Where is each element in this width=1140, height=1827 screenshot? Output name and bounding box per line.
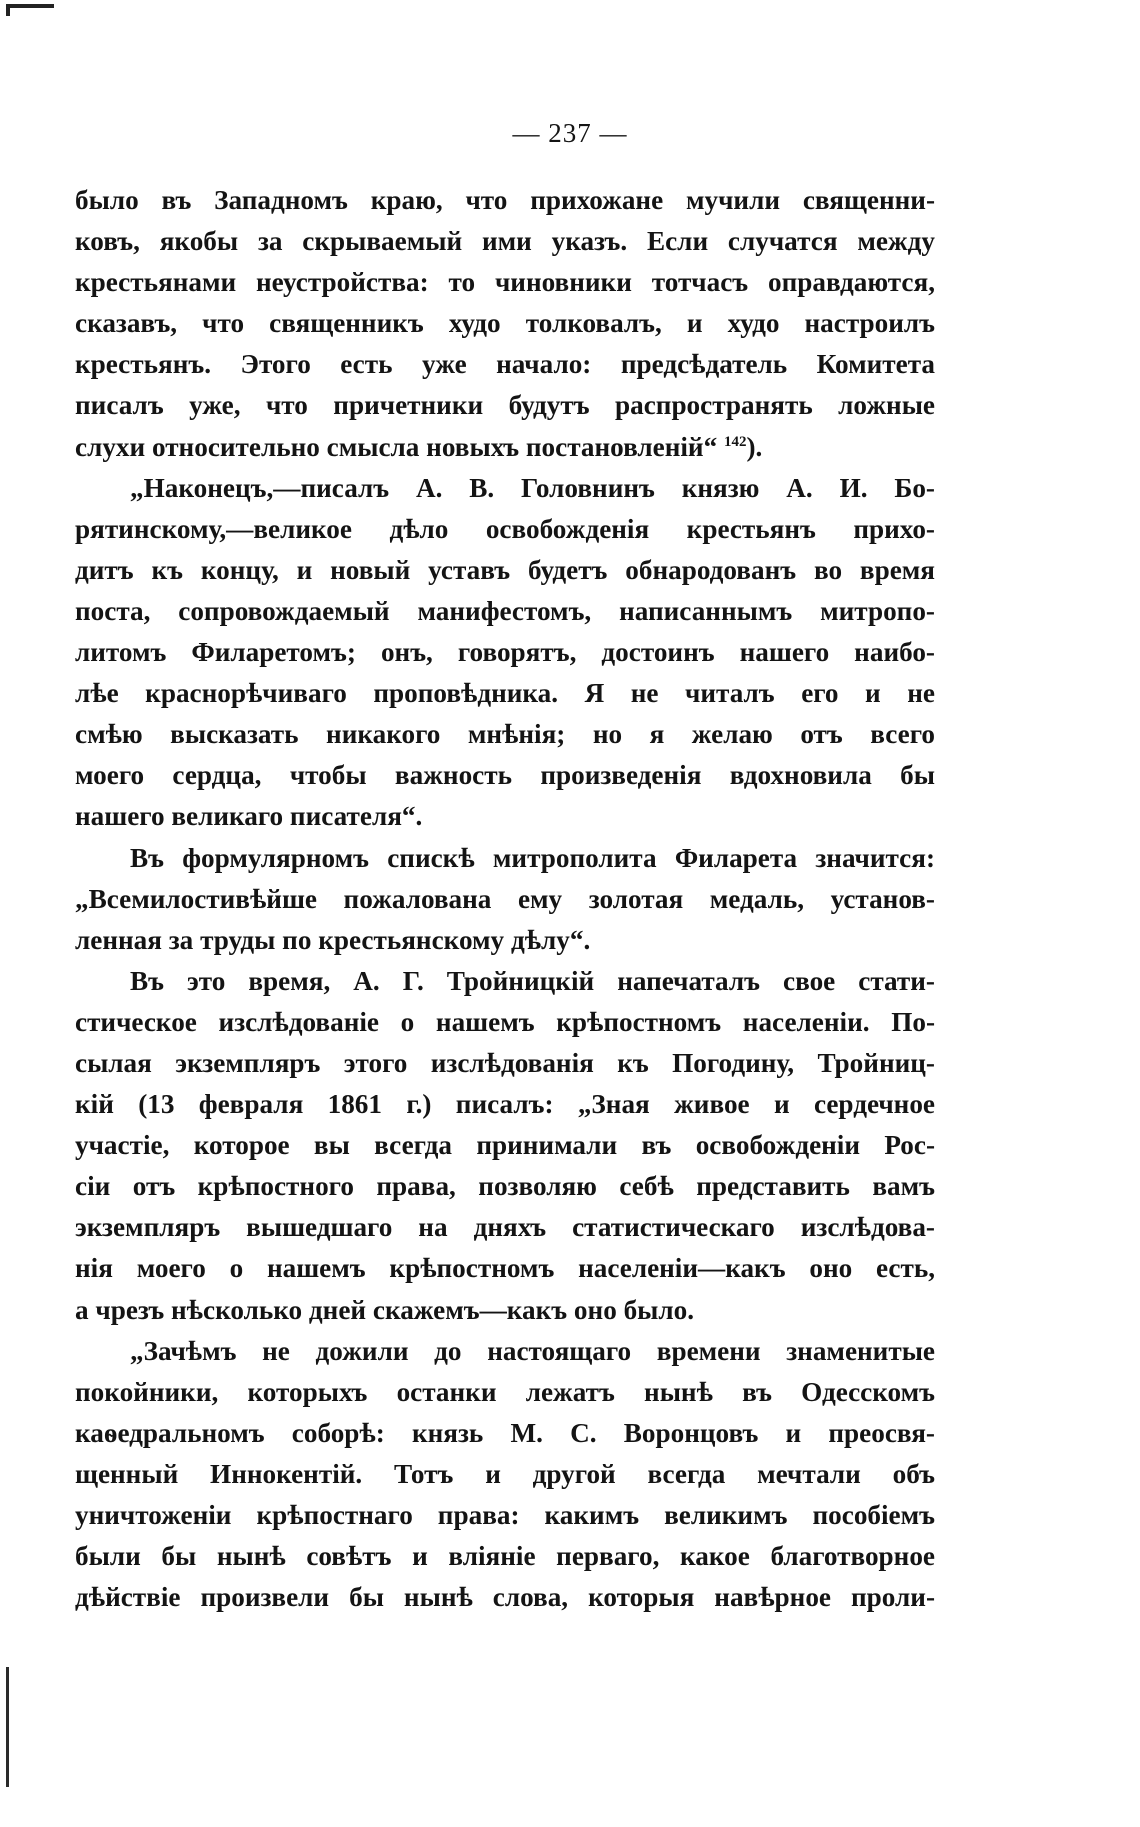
- text-line: моего сердца, чтобы важность произведенія вдохновила бы: [75, 760, 935, 791]
- text-line: сіи отъ крѣпостного права, позволяю себѣ представить вамъ: [75, 1171, 935, 1202]
- text-line-tail: ).: [746, 431, 763, 462]
- text-line: покойники, которыхъ останки лежатъ нынѣ въ Одесскомъ: [75, 1376, 935, 1407]
- footnote-reference: 142: [723, 433, 747, 450]
- text-line: писалъ уже, что причетники будутъ распространять ложные: [75, 390, 935, 421]
- text-line: крестьянами неустройства: то чиновники тотчасъ оправдаются,: [75, 267, 935, 298]
- text-line: рятинскому,—великое дѣло освобожденія крестьянъ прихо-: [75, 513, 935, 544]
- paragraph: [75, 468, 935, 838]
- text-line: „Зачѣмъ не дожили до настоящаго времени знаменитые: [130, 1335, 935, 1366]
- text-line: ковъ, якобы за скрываемый ими указъ. Если случатся между: [75, 226, 935, 257]
- text-line: „Всемилостивѣйше пожалована ему золотая медаль, установ-: [75, 883, 935, 914]
- text-line: „Наконецъ,—писалъ А. В. Головнинъ князю А. И. Бо-: [130, 472, 935, 503]
- text-line: каѳедральномъ соборѣ: князь М. С. Воронцовъ и преосвя-: [75, 1417, 935, 1448]
- paragraph: [75, 1331, 935, 1619]
- page-number: — 237 —: [512, 118, 628, 148]
- paragraph: [75, 961, 935, 1331]
- text-line: было въ Западномъ краю, что прихожане мучили священни-: [75, 185, 935, 215]
- scan-corner-mark: [6, 4, 54, 16]
- text-line: крестьянъ. Этого есть уже начало: предсѣдатель Комитета: [75, 349, 935, 380]
- text-line: кій (13 февраля 1861 г.) писалъ: „Зная живое и сердечное: [75, 1089, 935, 1120]
- text-line: сказавъ, что священникъ худо толковалъ, и худо настроилъ: [75, 308, 935, 339]
- text-line: участіе, которое вы всегда принимали въ освобожденіи Рос-: [75, 1130, 935, 1161]
- text-line: экземпляръ вышедшаго на дняхъ статистическаго изслѣдова-: [75, 1212, 935, 1243]
- text-line: ленная за труды по крестьянскому дѣлу“.: [75, 924, 591, 955]
- body-text: [75, 180, 935, 1618]
- text-line-body: слухи относительно смысла новыхъ постановленій“: [75, 431, 718, 462]
- text-line: [75, 427, 935, 468]
- text-line: были бы нынѣ совѣтъ и вліяніе перваго, какое благотворное: [75, 1541, 935, 1572]
- text-line: стическое изслѣдованіе о нашемъ крѣпостномъ населеніи. По-: [75, 1006, 935, 1037]
- text-line: нія моего о нашемъ крѣпостномъ населеніи—какъ оно есть,: [75, 1253, 935, 1284]
- text-line: поста, сопровождаемый манифестомъ, написаннымъ митропо-: [75, 595, 935, 626]
- text-line: дѣйствіе произвели бы нынѣ слова, которыя навѣрное проли-: [75, 1582, 935, 1613]
- text-line: щенный Иннокентій. Тотъ и другой всегда мечтали объ: [75, 1458, 935, 1489]
- text-line: смѣю высказать никакого мнѣнія; но я желаю отъ всего: [75, 719, 935, 750]
- text-line: а чрезъ нѣсколько дней скажемъ—какъ оно было.: [75, 1294, 695, 1325]
- text-line: нашего великаго писателя“.: [75, 801, 423, 832]
- paragraph: [75, 838, 935, 961]
- scan-edge-mark: [6, 1667, 9, 1787]
- text-line: уничтоженіи крѣпостнаго права: какимъ великимъ пособіемъ: [75, 1500, 935, 1530]
- text-line: лѣе краснорѣчиваго проповѣдника. Я не читалъ его и не: [75, 678, 935, 709]
- text-line: литомъ Филаретомъ; онъ, говорятъ, достоинъ нашего наибо-: [75, 637, 935, 668]
- paragraph: [75, 180, 935, 468]
- text-line: Въ это время, А. Г. Тройницкій напечаталъ свое стати-: [130, 965, 935, 996]
- text-line: Въ формулярномъ спискѣ митрополита Филарета значится:: [130, 842, 935, 873]
- text-line: дитъ къ концу, и новый уставъ будетъ обнародованъ во время: [75, 554, 935, 585]
- text-line: сылая экземпляръ этого изслѣдованія къ Погодину, Тройниц-: [75, 1047, 935, 1078]
